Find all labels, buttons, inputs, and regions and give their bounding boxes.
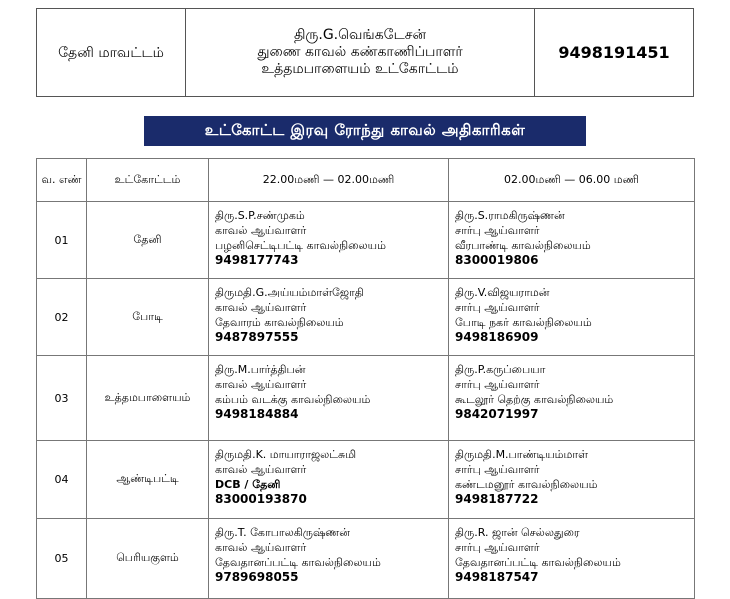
table-row [37, 279, 695, 356]
officer-station: தேவாரம் காவல்நிலையம் [215, 316, 344, 329]
row-area: தேனி [87, 202, 209, 279]
district-name: தேனி மாவட்டம் [58, 45, 164, 61]
officer-station: வீரபாண்டி காவல்நிலையம் [455, 239, 591, 252]
row-area: ஆண்டிபட்டி [87, 441, 209, 519]
officer-phone-cell [535, 9, 694, 97]
officer-name: திரு.T. கோபாலகிருஷ்ணன் [215, 526, 350, 539]
table-row [37, 441, 695, 519]
table-row [37, 519, 695, 599]
header-subdivision: உட்கோட்டம் [87, 159, 209, 202]
officer-name: திருமதி.K. மாயாராஜலட்சுமி [215, 448, 357, 461]
officer-cell [186, 9, 535, 97]
officer-phone: 9498184884 [215, 407, 299, 421]
officer-rank: சார்பு ஆய்வாளர் [455, 224, 540, 237]
officer-name: திரு.G.வெங்கடேசன் [293, 27, 427, 43]
officer-phone: 9498187547 [455, 570, 539, 584]
officer-rank: சார்பு ஆய்வாளர் [455, 541, 540, 554]
shift1-officer [209, 441, 449, 519]
officer-rank: காவல் ஆய்வாளர் [215, 541, 307, 554]
officer-rank: சார்பு ஆய்வாளர் [455, 301, 540, 314]
officer-name: திரு.S.ராமகிருஷ்ணன் [455, 209, 565, 222]
header-shift1: 22.00மணி — 02.00மணி [209, 159, 449, 202]
shift2-officer [449, 441, 695, 519]
row-sno: 04 [37, 441, 87, 519]
row-sno: 02 [37, 279, 87, 356]
shift2-officer [449, 202, 695, 279]
district-cell [37, 9, 186, 97]
officer-station: போடி நகர் காவல்நிலையம் [455, 316, 592, 329]
officer-phone: 9498191451 [558, 43, 670, 62]
officer-phone: 9842071997 [455, 407, 539, 421]
shift1-officer [209, 356, 449, 441]
shift2-officer [449, 279, 695, 356]
officer-station: தேவதானப்பட்டி காவல்நிலையம் [215, 556, 381, 569]
shift1-officer [209, 202, 449, 279]
patrol-table [36, 158, 695, 599]
officer-name: திரு.P.கருப்பையா [455, 363, 546, 376]
officer-name: திருமதி.G.அய்யம்மாள்ஜோதி [215, 286, 364, 299]
table-row [37, 202, 695, 279]
shift1-officer [209, 279, 449, 356]
officer-rank: சார்பு ஆய்வாளர் [455, 463, 540, 476]
row-area: போடி [87, 279, 209, 356]
officer-name: திருமதி.M.பாண்டியம்மாள் [455, 448, 589, 461]
officer-rank: காவல் ஆய்வாளர் [215, 463, 307, 476]
shift2-officer [449, 356, 695, 441]
officer-station: கண்டமனூர் காவல்நிலையம் [455, 478, 598, 491]
table-header-row [37, 159, 695, 202]
officer-phone: 83000193870 [215, 492, 307, 506]
section-banner: உட்கோட்ட இரவு ரோந்து காவல் அதிகாரிகள் [144, 116, 586, 146]
officer-station: கம்பம் வடக்கு காவல்நிலையம் [215, 393, 371, 406]
officer-phone: 9498177743 [215, 253, 299, 267]
officer-name: திரு.V.விஜயராமன் [455, 286, 550, 299]
row-sno: 05 [37, 519, 87, 599]
officer-rank: காவல் ஆய்வாளர் [215, 224, 307, 237]
shift2-officer [449, 519, 695, 599]
header-sno: வ. எண் [37, 159, 87, 202]
officer-phone: 8300019806 [455, 253, 539, 267]
header-shift2: 02.00மணி — 06.00 மணி [449, 159, 695, 202]
officer-station: கூடலூர் தெற்கு காவல்நிலையம் [455, 393, 614, 406]
header-table [36, 8, 694, 97]
officer-station: பழனிசெட்டிபட்டி காவல்நிலையம் [215, 239, 386, 252]
officer-subdivision: உத்தமபாளையம் உட்கோட்டம் [261, 61, 459, 77]
row-area: உத்தமபாளையம் [87, 356, 209, 441]
table-row [37, 356, 695, 441]
officer-name: திரு.R. ஜான் செல்லதுரை [455, 526, 580, 539]
officer-station: DCB / தேனி [215, 478, 281, 491]
officer-designation: துணை காவல் கண்காணிப்பாளர் [257, 44, 463, 60]
officer-phone: 9487897555 [215, 330, 299, 344]
officer-phone: 9789698055 [215, 570, 299, 584]
officer-station: தேவதானப்பட்டி காவல்நிலையம் [455, 556, 621, 569]
row-sno: 03 [37, 356, 87, 441]
officer-rank: காவல் ஆய்வாளர் [215, 301, 307, 314]
officer-name: திரு.M.பார்த்திபன் [215, 363, 306, 376]
shift1-officer [209, 519, 449, 599]
officer-name: திரு.S.P.சண்முகம் [215, 209, 305, 222]
officer-rank: சார்பு ஆய்வாளர் [455, 378, 540, 391]
row-area: பெரியகுளம் [87, 519, 209, 599]
officer-phone: 9498186909 [455, 330, 539, 344]
officer-phone: 9498187722 [455, 492, 539, 506]
row-sno: 01 [37, 202, 87, 279]
officer-rank: காவல் ஆய்வாளர் [215, 378, 307, 391]
